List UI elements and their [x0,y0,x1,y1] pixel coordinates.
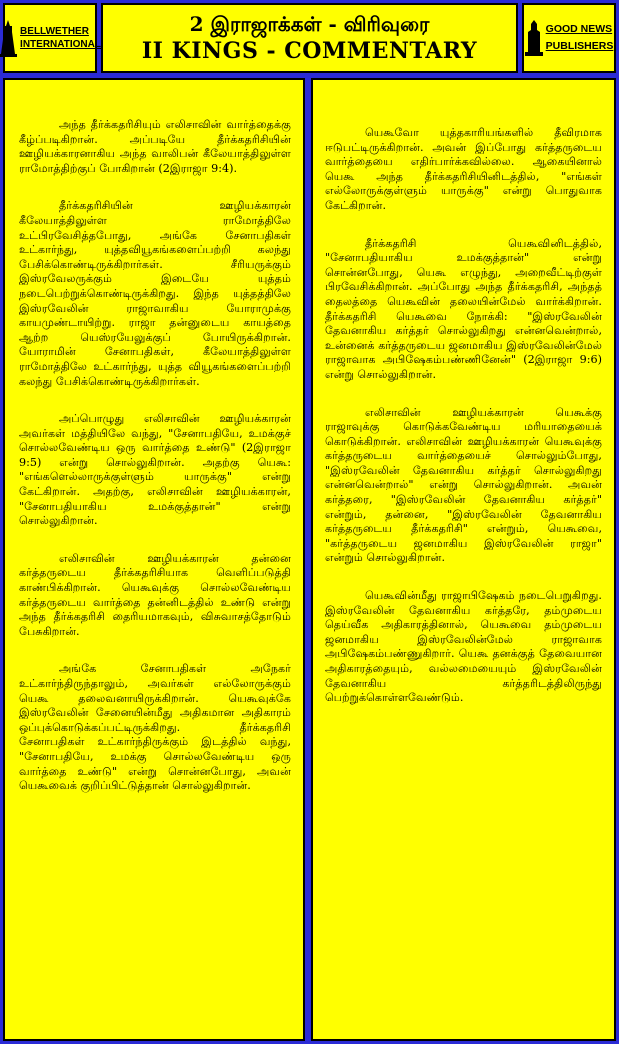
title-box [101,3,518,73]
paragraph: எலிசாவின் ஊழியக்காரன் யெகூக்கு ராஜாவுக்கு கொடுக்கவேண்டிய மரியாதையைக் கொடுக்கிறான். எலிசாவின் ஊழியக்காரன் யெகூவுக்கு கர்த்தருடைய வார்த்தையைச் சொல்லும்போது, "இஸ்ரவேலின் தேவனாகிய கர்த்தர் சொல்லுகிறது என்னவென்றால்" என்று சொல்லுகிறான். அவன் கர்த்தரை, "இஸ்ரவேலின் தேவனாகிய கர்த்தர்" என்றும், தன்னை, "இஸ்ரவேலின் தேவனாகிய கர்த்தருடைய தீர்க்கதரிசி" என்றும், யெகூவை, "கர்த்தருடைய ஜனமாகிய இஸ்ரவேலின் ராஜா" என்றும் சொல்லுகிறான். [325,405,602,565]
paragraph: எலிசாவின் ஊழியக்காரன் தன்னை கர்த்தருடைய தீர்க்கதரிசியாக வெளிப்படுத்தி காண்பிக்கிறான். யெகூவுக்கு சொல்லவேண்டிய கர்த்தருடைய வார்த்தை தன்னிடத்தில் உண்டு என்று அந்த தீர்க்கதரிசி தைரியமாகவும், விசுவாசத்தோடும் பேசுகிறான். [19,551,291,638]
bellwether-logo-box [3,3,101,73]
commentary-columns [3,78,616,1041]
logo-line-2: PUBLISHERS [545,40,614,52]
page-header [3,3,616,73]
paragraph: யெகூவின்மீது ராஜாபிஷேகம் நடைபெறுகிறது. இஸ்ரவேலின் தேவனாகிய கர்த்தரே, தம்முடைய தெய்வீக அதிகாரத்தினால், யெகூவை தம்முடைய ஜனமாகிய இஸ்ரவேலின்மேல் ராஜாவாக அபிஷேகம்பண்ணுகிறார். யெகூ தனக்குத் தேவையான அதிகாரத்தையும், வல்லமையையும் இஸ்ரவேலின் தேவனாகிய கர்த்தரிடத்திலிருந்து பெற்றுக்கொள்ளவேண்டும். [325,589,602,705]
paragraph: அப்பொழுது எலிசாவின் ஊழியக்காரன் அவர்கள் மத்தியிலே வந்து, "சேனாபதியே, உமக்குச் சொல்லவேண்டிய ஒரு வார்த்தை உண்டு" (2இராஜா 9:5) என்று சொல்லுகிறான். அதற்கு யெகூ: "எங்களெல்லாருக்குள்ளும் யாருக்கு" என்று கேட்கிறான். அதற்கு, எலிசாவின் ஊழியக்காரன், "சேனாபதியாகிய உமக்குத்தான்" என்று சொல்லுகிறான். [19,412,291,528]
good-news-logo-box [522,3,616,73]
paragraph: தீர்க்கதரிசியின் ஊழியக்காரன் கீலேயாத்திலுள்ள ராமோத்திலே உட்பிரவேசித்தபோது, அங்கே சேனாபதிகள் உட்கார்ந்து, யுத்தவியூகங்களைப்பற்றி கலந்து பேசிக்கொண்டிருக்கிறார்கள். சீரியருக்கும் இஸ்ரவேலருக்கும் இடையே யுத்தம் நடைபெற்றுக்கொண்டிருக்கிறது. இந்த யுத்தத்திலே இஸ்ரவேலின் ராஜாவாகிய யோராமுக்கு காயமுண்டாயிற்று. ராஜா தன்னுடைய காயத்தை ஆற்ற யெஸ்ரயேலுக்குப் போயிருக்கிறான். யோராமின் சேனாபதிகள், கீலேயாத்திலுள்ள ராமோத்திலே உட்கார்ந்து, யுத்த வியூகங்களைப்பற்றி கலந்து பேசிக்கொண்டிருக்கிறார்கள். [19,199,291,388]
right-column [311,78,616,1041]
paragraph: தீர்க்கதரிசி யெகூவினிடத்தில், "சேனாபதியாகிய உமக்குத்தான்" என்று சொன்னபோது, யெகூ எழுந்து, அறைவீட்டிற்குள் பிரவேசிக்கிறான். அப்போது அந்த தீர்க்கதரிசி, அந்தத் தைலத்தை யெகூவின் தலையின்மேல் வார்க்கிறான். தீர்க்கதரிசி யெகூவை நோக்கி: "இஸ்ரவேலின் தேவனாகிய கர்த்தர் சொல்லுகிறது என்னவென்றால், உன்னைக் கர்த்தருடைய ஜனமாகிய இஸ்ரவேலின்மேல் ராஜாவாக அபிஷேகம்பண்ணினேன்" (2இராஜா 9:6) என்று சொல்லுகிறான். [325,236,602,381]
bellwether-logo [0,18,101,58]
good-news-emblem-icon [525,18,543,58]
logo-line-1: BELLWETHER [20,26,89,37]
logo-line-1: GOOD NEWS [545,23,613,35]
paragraph: அந்த தீர்க்கதரிசியும் எலிசாவின் வார்த்தைக்கு கீழ்ப்படிகிறான். அப்படியே தீர்க்கதரிசியின் ஊழியக்காரனாகிய அந்த வாலிபன் கீலேயாத்திலுள்ள ராமோத்திற்குப் போகிறான் (2இராஜா 9:4). [19,118,291,175]
good-news-logo [525,18,614,58]
paragraph: அங்கே சேனாபதிகள் அநேகர் உட்கார்ந்திருந்தாலும், அவர்கள் எல்லோருக்கும் யெகூ தலைவனாயிருக்கிறான். யெகூவுக்கே இஸ்ரவேலின் சேனையின்மீது அதிகமான அதிகாரம் ஒப்புக்கொடுக்கப்பட்டிருக்கிறது. தீர்க்கதரிசி சேனாபதிகள் உட்கார்ந்திருக்கும் இடத்தில் வந்து, "சேனாபதியே, உமக்கு சொல்லவேண்டிய ஒரு வார்த்தை உண்டு" என்று சொன்னபோது, அவன் யெகூவைக் குறிப்பிட்டுத்தான் சொல்லுகிறான். [19,662,291,793]
left-column [3,78,305,1041]
paragraph: யெகூவோ யுத்தகாரியங்களில் தீவிரமாக ஈடுபட்டிருக்கிறான். அவன் இப்போது கர்த்தருடைய வார்த்தையை எதிர்பார்க்கவில்லை. ஆகையினால் யெகூ அந்த தீர்க்கதரிசியினிடத்தில், "எங்கள் எல்லோருக்குள்ளும் யாருக்கு" என்று பொதுவாக கேட்கிறான். [325,126,602,212]
logo-line-2: INTERNATIONAL [20,39,101,50]
title-tamil: 2 இராஜாக்கள் - விரிவுரை [189,12,430,36]
title-english: II KINGS - COMMENTARY [141,38,478,64]
bellwether-emblem-icon [0,18,17,58]
